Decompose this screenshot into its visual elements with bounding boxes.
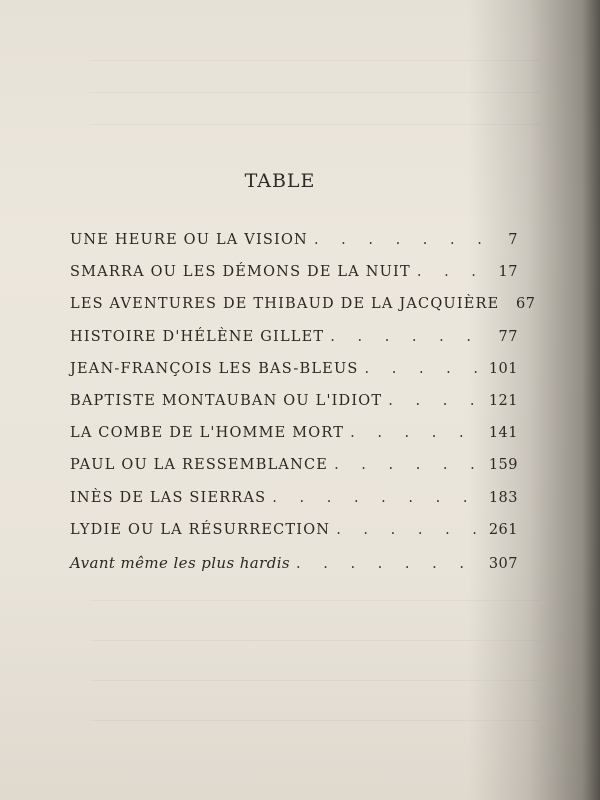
toc-entry xyxy=(70,554,518,586)
dot-leader xyxy=(272,490,483,506)
toc-entry-page: 307 xyxy=(488,555,518,572)
toc-entry-page: 261 xyxy=(488,521,518,538)
toc-entry-title: JEAN-FRANÇOIS LES BAS-BLEUS xyxy=(70,360,359,377)
toc-entry xyxy=(70,329,518,361)
dot-leader xyxy=(417,264,488,280)
dot-leader xyxy=(365,361,483,377)
dot-leader xyxy=(388,393,483,409)
toc-entry-title: LES AVENTURES DE THIBAUD DE LA JACQUIÈRE xyxy=(70,296,500,313)
toc-entry-page: 7 xyxy=(508,232,518,248)
dot-leader xyxy=(314,232,488,248)
toc-entry-page: 141 xyxy=(488,425,518,442)
toc-entry-title: UNE HEURE OU LA VISION xyxy=(70,232,308,248)
toc-entry xyxy=(70,296,536,328)
toc-entry-title: BAPTISTE MONTAUBAN OU L'IDIOT xyxy=(70,392,383,409)
toc-entry-title: SMARRA OU LES DÉMONS DE LA NUIT xyxy=(70,264,411,281)
toc-entry xyxy=(70,457,518,489)
toc-entry-page: 77 xyxy=(498,328,518,345)
dot-leader xyxy=(330,329,488,345)
toc-entry-page: 101 xyxy=(488,360,518,377)
toc-entry-page: 121 xyxy=(488,392,518,409)
toc-entry-title: LYDIE OU LA RÉSURRECTION xyxy=(70,521,331,538)
toc-entry-title: PAUL OU LA RESSEMBLANCE xyxy=(70,457,329,474)
bleed-through-line xyxy=(90,124,540,125)
dot-leader xyxy=(336,522,483,538)
table-of-contents xyxy=(70,232,536,586)
dot-leader xyxy=(296,556,483,572)
toc-entry-title: HISTOIRE D'HÉLÈNE GILLET xyxy=(70,328,325,345)
bleed-through-line xyxy=(90,720,540,721)
toc-entry xyxy=(70,264,518,296)
toc-entry xyxy=(70,425,518,457)
toc-entry-title: INÈS DE LAS SIERRAS xyxy=(70,489,267,506)
toc-entry xyxy=(70,490,518,522)
bleed-through-line xyxy=(90,92,540,93)
bleed-through-line xyxy=(90,600,540,601)
page-title: TABLE xyxy=(244,170,316,192)
toc-entry xyxy=(70,361,518,393)
toc-entry-title: Avant même les plus hardis xyxy=(70,553,291,572)
toc-entry-page: 159 xyxy=(488,457,518,474)
bleed-through-line xyxy=(90,640,540,641)
bleed-through-line xyxy=(90,680,540,681)
toc-entry-page: 183 xyxy=(488,489,518,506)
toc-entry xyxy=(70,522,518,554)
dot-leader xyxy=(350,425,483,441)
toc-entry-page: 17 xyxy=(498,264,518,281)
bleed-through-line xyxy=(90,60,540,61)
toc-entry-page: 67 xyxy=(516,296,536,313)
toc-entry xyxy=(70,393,518,425)
toc-entry-title: LA COMBE DE L'HOMME MORT xyxy=(70,425,345,442)
toc-entry xyxy=(70,232,518,264)
dot-leader xyxy=(334,457,483,473)
